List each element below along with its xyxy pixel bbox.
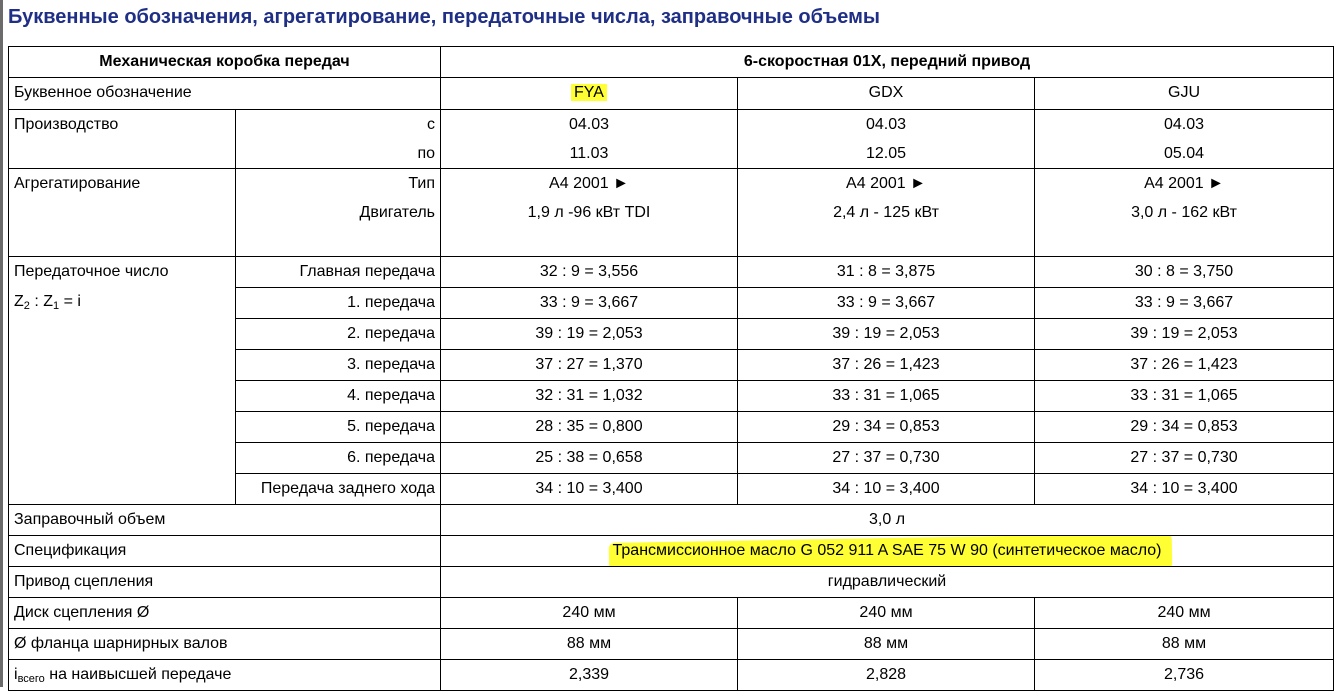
window-left-border: [0, 0, 3, 687]
clutch-disc-value: 240 мм: [738, 598, 1035, 629]
row-label-letter: Буквенное обозначение: [9, 78, 441, 110]
gear-value: 33 : 9 = 3,667: [441, 288, 738, 319]
gear-label: 4. передача: [236, 381, 441, 412]
vehicle-type: A4 2001 ►: [846, 175, 926, 192]
total-ratio-value: 2,339: [441, 660, 738, 691]
vehicle-type: A4 2001 ►: [549, 175, 629, 192]
gear-label: 5. передача: [236, 412, 441, 443]
production-from: 04.03: [865, 116, 907, 133]
production-to: 05.04: [1163, 145, 1205, 162]
gear-value: 25 : 38 = 0,658: [441, 443, 738, 474]
gear-label: 6. передача: [236, 443, 441, 474]
gear-label: 1. передача: [236, 288, 441, 319]
gear-value: 34 : 10 = 3,400: [738, 474, 1035, 505]
production-cell: [441, 110, 738, 169]
aggregation-cell: [1035, 169, 1334, 257]
production-from: 04.03: [1163, 116, 1205, 133]
gear-value: 31 : 8 = 3,875: [738, 257, 1035, 288]
gear-value: 39 : 19 = 2,053: [1035, 319, 1334, 350]
production-sublabels: [236, 110, 441, 169]
production-to: 11.03: [569, 145, 609, 162]
gear-value: 32 : 9 = 3,556: [441, 257, 738, 288]
aggregation-type-label: Тип: [408, 175, 435, 192]
engine: 2,4 л - 125 кВт: [833, 204, 939, 221]
gear-value: 27 : 37 = 0,730: [1035, 443, 1334, 474]
row-label-flange: Ø фланца шарнирных валов: [9, 629, 441, 660]
table-row: [9, 110, 1334, 169]
header-gearbox: Механическая коробка передач: [9, 47, 441, 78]
gear-value: 39 : 19 = 2,053: [441, 319, 738, 350]
gear-label: 3. передача: [236, 350, 441, 381]
gear-value: 30 : 8 = 3,750: [1035, 257, 1334, 288]
code-gdx: GDX: [738, 78, 1035, 110]
row-label-aggregation: Агрегатирование: [9, 169, 236, 257]
header-row: [9, 47, 1334, 78]
gear-value: 27 : 37 = 0,730: [738, 443, 1035, 474]
row-label-specification: Спецификация: [9, 536, 441, 567]
flange-value: 88 мм: [738, 629, 1035, 660]
production-cell: [738, 110, 1035, 169]
total-ratio-value: 2,828: [738, 660, 1035, 691]
table-row: [9, 567, 1334, 598]
gear-value: 33 : 9 = 3,667: [1035, 288, 1334, 319]
clutch-disc-value: 240 мм: [441, 598, 738, 629]
total-ratio-value: 2,736: [1035, 660, 1334, 691]
specification-value: Трансмиссионное масло G 052 911 A SAE 75 W 90 (синтетическое масло): [613, 536, 1162, 566]
fill-volume-value: 3,0 л: [441, 505, 1334, 536]
code-gju: GJU: [1035, 78, 1334, 110]
table-row: [9, 660, 1334, 691]
gear-value: 37 : 26 = 1,423: [1035, 350, 1334, 381]
table-row: [9, 598, 1334, 629]
gear-value: 37 : 27 = 1,370: [441, 350, 738, 381]
table-row: [9, 257, 1334, 288]
gear-value: 34 : 10 = 3,400: [1035, 474, 1334, 505]
flange-value: 88 мм: [441, 629, 738, 660]
gear-value: 32 : 31 = 1,032: [441, 381, 738, 412]
aggregation-cell: [738, 169, 1035, 257]
row-label-fill-volume: Заправочный объем: [9, 505, 441, 536]
gear-value: 33 : 9 = 3,667: [738, 288, 1035, 319]
gear-value: 39 : 19 = 2,053: [738, 319, 1035, 350]
gear-value: 33 : 31 = 1,065: [738, 381, 1035, 412]
production-from: 04.03: [568, 116, 610, 133]
row-label-clutch-disc: Диск сцепления Ø: [9, 598, 441, 629]
table-row: [9, 629, 1334, 660]
production-to-label: по: [417, 145, 435, 162]
production-to: 12.05: [865, 145, 907, 162]
gear-value: 33 : 31 = 1,065: [1035, 381, 1334, 412]
engine: 3,0 л - 162 кВт: [1131, 204, 1237, 221]
gear-value: 28 : 35 = 0,800: [441, 412, 738, 443]
row-label-clutch-drive: Привод сцепления: [9, 567, 441, 598]
aggregation-sublabels: [236, 169, 441, 257]
table-row: [9, 169, 1334, 257]
transmission-spec-table: [8, 46, 1334, 691]
aggregation-engine-label: Двигатель: [359, 204, 435, 221]
gear-ratio-label: Передаточное число: [14, 263, 169, 280]
clutch-drive-value: гидравлический: [441, 567, 1334, 598]
flange-value: 88 мм: [1035, 629, 1334, 660]
vehicle-type: A4 2001 ►: [1144, 175, 1224, 192]
row-label-gear-ratio: [9, 257, 236, 505]
table-row: [9, 78, 1334, 110]
gear-value: 29 : 34 = 0,853: [738, 412, 1035, 443]
table-row: [9, 505, 1334, 536]
header-gearbox-type: 6-скоростная 01X, передний привод: [441, 47, 1334, 78]
gear-label: 2. передача: [236, 319, 441, 350]
table-row: [9, 536, 1334, 567]
production-cell: [1035, 110, 1334, 169]
gear-label: Главная передача: [236, 257, 441, 288]
gear-value: 37 : 26 = 1,423: [738, 350, 1035, 381]
code-fya: [441, 78, 738, 110]
page-title: Буквенные обозначения, агрегатирование, передаточные числа, заправочные объемы: [8, 6, 880, 28]
gear-ratio-formula: $Z_2$ : $Z_1 = i$: [14, 293, 81, 312]
production-from-label: с: [427, 116, 435, 133]
engine: 1,9 л -96 кВт TDI: [527, 204, 651, 221]
row-label-production: Производство: [9, 110, 236, 169]
code-highlight: FYA: [571, 84, 607, 101]
gear-value: 34 : 10 = 3,400: [441, 474, 738, 505]
clutch-disc-value: 240 мм: [1035, 598, 1334, 629]
aggregation-cell: [441, 169, 738, 257]
specification-cell: [441, 536, 1334, 567]
gear-value: 29 : 34 = 0,853: [1035, 412, 1334, 443]
gear-label: Передача заднего хода: [236, 474, 441, 505]
row-label-total-ratio: $i_{всего}$ на наивысшей передаче: [9, 660, 441, 691]
